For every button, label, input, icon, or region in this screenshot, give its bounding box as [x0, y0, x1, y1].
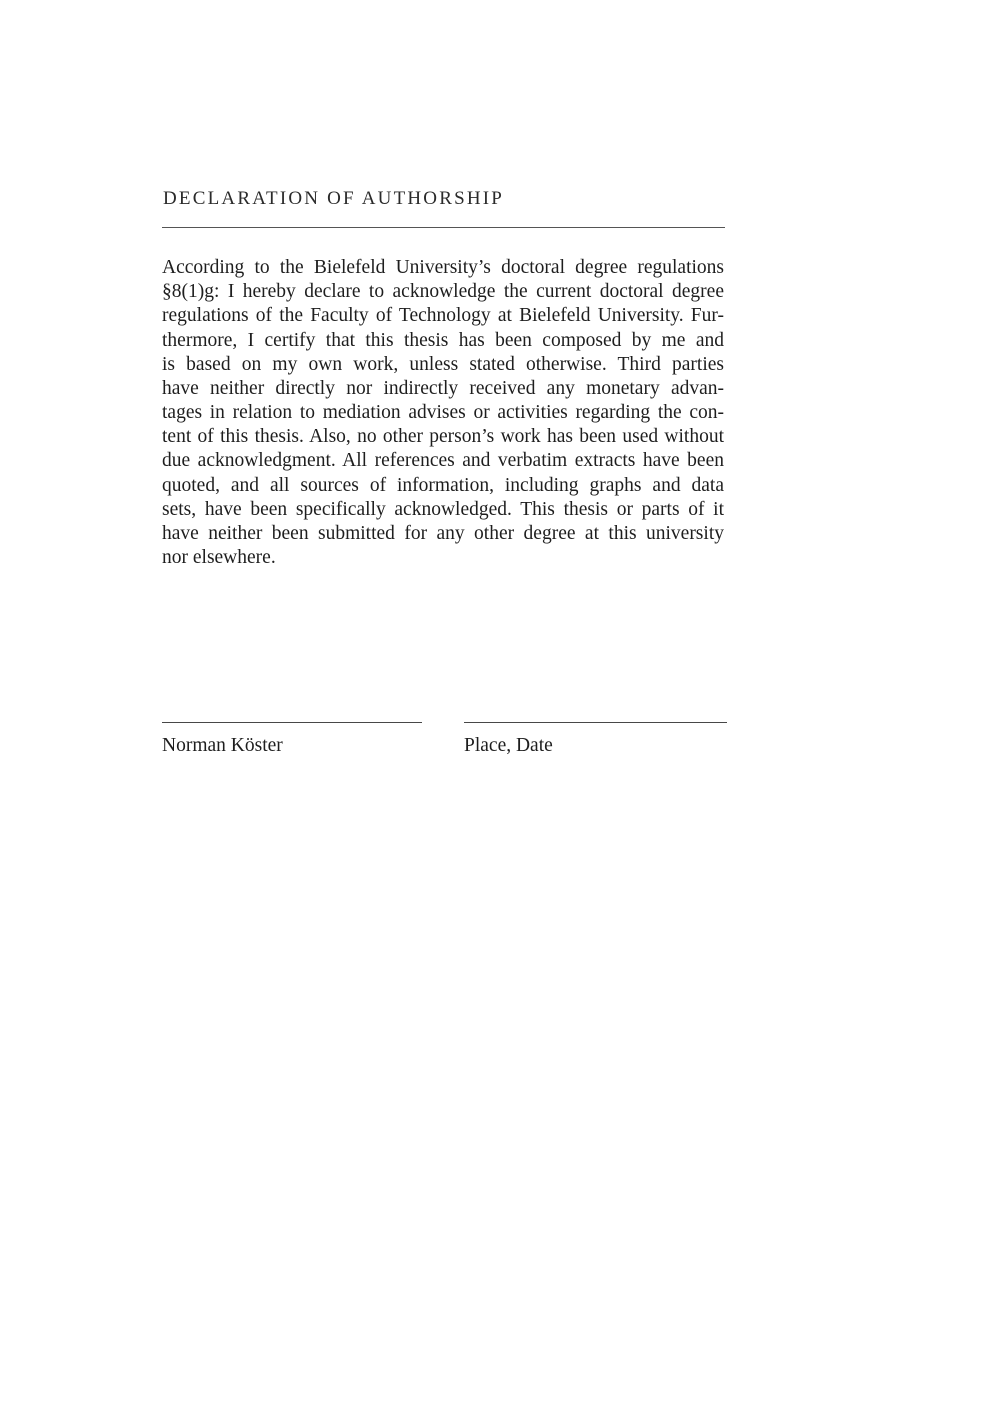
paragraph-line: quoted, and all sources of information, including graphs and data: [162, 474, 724, 496]
paragraph-line: have neither directly nor indirectly received any monetary advan-: [162, 377, 724, 399]
paragraph-line: tent of this thesis. Also, no other person’s work has been used without: [162, 426, 724, 448]
page-title: DECLARATION OF AUTHORSHIP: [163, 188, 505, 209]
paragraph-line: According to the Bielefeld University’s doctoral degree regulations: [162, 257, 724, 278]
declaration-paragraph: [162, 256, 724, 570]
paragraph-line: have neither been submitted for any other degree at this university: [162, 522, 724, 544]
paragraph-line: due acknowledgment. All references and verbatim extracts have been: [162, 450, 724, 472]
place-date-label: Place, Date: [464, 735, 553, 756]
heading-rule: [162, 227, 725, 228]
paragraph-line: sets, have been specifically acknowledged. This thesis or parts of it: [162, 498, 724, 520]
signature-block-name: [162, 722, 422, 757]
paragraph-line: nor elsewhere.: [162, 547, 276, 569]
paragraph-line: tages in relation to mediation advises or activities regarding the con-: [162, 402, 724, 424]
signature-section: [162, 722, 727, 757]
signature-block-place-date: [464, 722, 727, 757]
paragraph-line: is based on my own work, unless stated otherwise. Third parties: [162, 353, 724, 375]
signature-name-label: Norman Köster: [162, 735, 283, 756]
paragraph-line: §8(1)g: I hereby declare to acknowledge the current doctoral degree: [162, 281, 724, 303]
paragraph-line: thermore, I certify that this thesis has been composed by me and: [162, 329, 724, 351]
paragraph-line: regulations of the Faculty of Technology at Bielefeld University. Fur-: [162, 305, 724, 327]
